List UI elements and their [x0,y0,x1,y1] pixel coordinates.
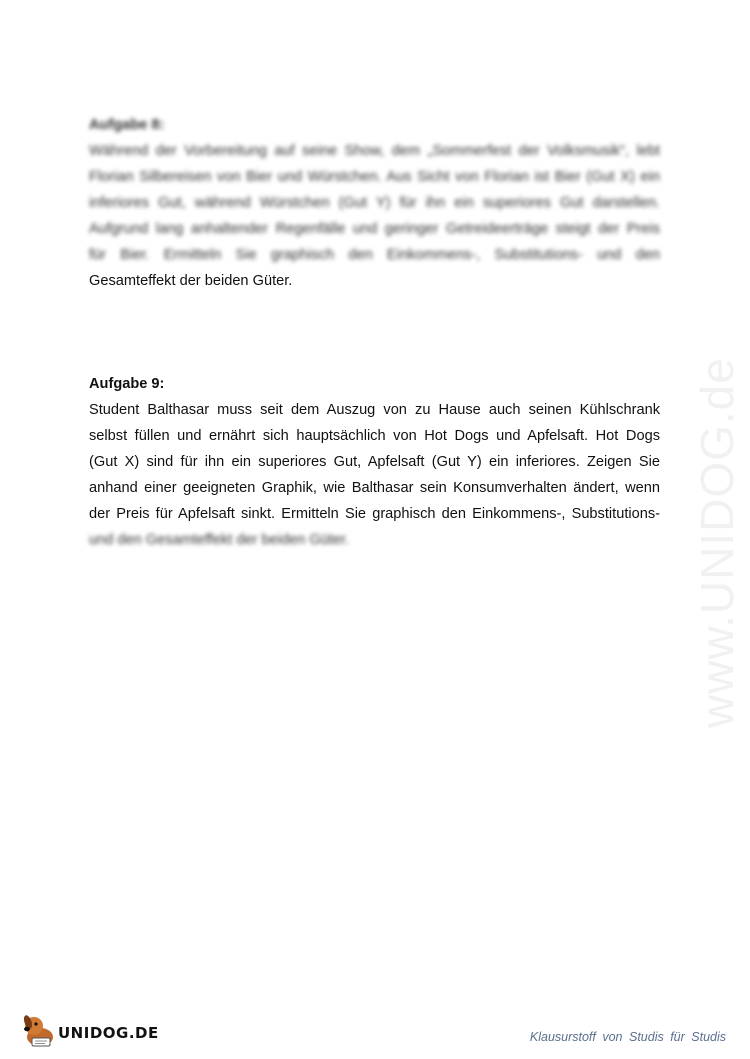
task-8-line: Florian Silbereisen von Bier und Würstchen. Aus Sicht von Florian ist Bier (Gut X) ein [89,169,660,185]
task-8-line: Gesamteffekt der beiden Güter. [89,273,293,289]
task-8-line: Während der Vorbereitung auf seine Show, dem „Sommerfest der Volksmusik“, lebt [89,143,660,159]
footer-slogan: Klausurstoff von Studis für Studis [529,1030,726,1044]
unidog-logo[interactable] [20,1010,159,1050]
task-8-heading: Aufgabe 8: [89,117,165,133]
task-8-line: inferiores Gut, während Würstchen (Gut Y) für ihn ein superiores Gut darstellen. [89,195,660,211]
task-9-line: der Preis für Apfelsaft sinkt. Ermitteln Sie graphisch den Einkommens-, Substitutions- [89,506,660,522]
task-9-line: Student Balthasar muss seit dem Auszug von zu Hause auch seinen Kühlschrank [89,402,660,418]
watermark: www.UNIDOG.de [691,357,743,728]
logo-text: UNIDOG.DE [58,1024,159,1042]
task-9-line: anhand einer geeigneten Graphik, wie Balthasar sein Konsumverhalten ändert, wenn [89,480,660,496]
task-8 [89,112,660,294]
task-9-heading: Aufgabe 9: [89,376,165,392]
task-9 [89,371,660,553]
dog-mascot-icon [20,1010,60,1050]
task-8-line: für Bier. Ermitteln Sie graphisch den Einkommens-, Substitutions- und den [89,247,660,263]
task-8-line: Aufgrund lang anhaltender Regenfälle und geringer Getreideerträge steigt der Preis [89,221,660,237]
task-9-line: (Gut X) sind für ihn ein superiores Gut, Apfelsaft (Gut Y) ein inferiores. Zeigen Sie [89,454,660,470]
task-9-line: und den Gesamteffekt der beiden Güter. [89,532,350,548]
task-9-line: selbst füllen und ernährt sich hauptsächlich von Hot Dogs und Apfelsaft. Hot Dogs [89,428,660,444]
